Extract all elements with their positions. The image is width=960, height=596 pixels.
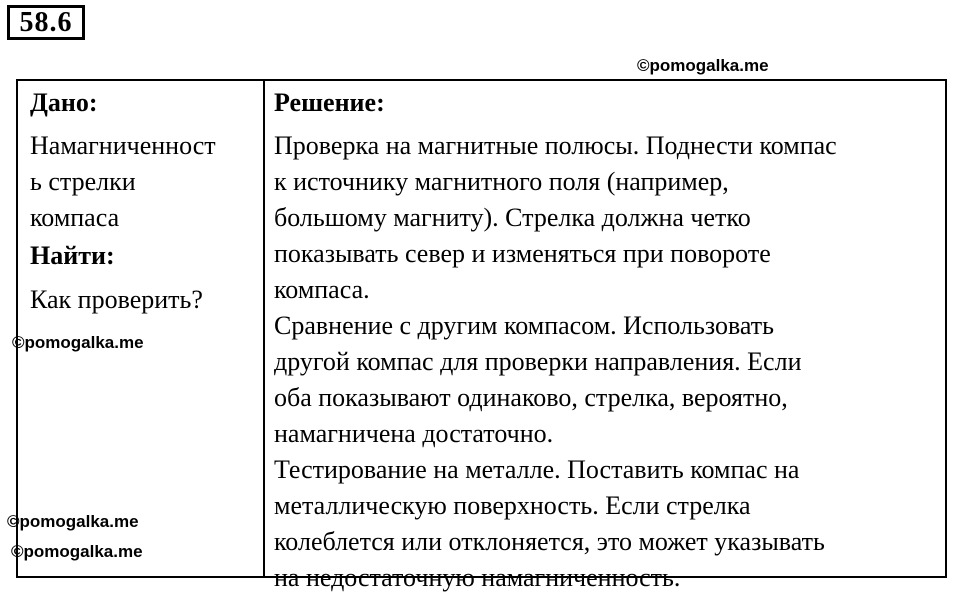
find-heading: Найти: [30, 241, 115, 270]
solution-line: колеблется или отклоняется, это может указывать [274, 527, 825, 556]
solution-line: Проверка на магнитные полюсы. Поднести компас [274, 131, 837, 160]
solution-line: оба показывают одинаково, стрелка, вероятно, [274, 383, 788, 412]
given-line: компаса [30, 203, 120, 232]
watermark-top: ©pomogalka.me [637, 56, 769, 75]
solution-heading: Решение: [274, 88, 385, 117]
given-line: ь стрелки [30, 167, 136, 196]
solution-line: на недостаточную намагниченность. [274, 563, 681, 592]
solution-table [16, 79, 947, 592]
given-column [30, 85, 260, 318]
solution-line: большому магниту). Стрелка должна четко [274, 203, 751, 232]
solution-line: Тестирование на металле. Поставить компас на [274, 455, 800, 484]
column-divider [263, 81, 265, 576]
solution-line: металлическую поверхность. Если стрелка [274, 491, 751, 520]
find-text: Как проверить? [30, 285, 203, 314]
solution-line: намагничена достаточно. [274, 419, 554, 448]
given-text [30, 128, 260, 236]
watermark-bottom-2: ©pomogalka.me [11, 542, 143, 561]
given-heading: Дано: [30, 88, 98, 117]
watermark-left: ©pomogalka.me [12, 333, 144, 352]
solution-column [274, 85, 944, 596]
watermark-bottom-1: ©pomogalka.me [7, 512, 139, 531]
given-line: Намагниченност [30, 131, 216, 160]
solution-line: к источнику магнитного поля (например, [274, 167, 729, 196]
solution-line: другой компас для проверки направления. Если [274, 347, 802, 376]
solution-line: компаса. [274, 275, 370, 304]
solution-line: показывать север и изменяться при повороте [274, 239, 771, 268]
problem-number: 58.6 [7, 5, 85, 40]
solution-line: Сравнение с другим компасом. Использовать [274, 311, 775, 340]
